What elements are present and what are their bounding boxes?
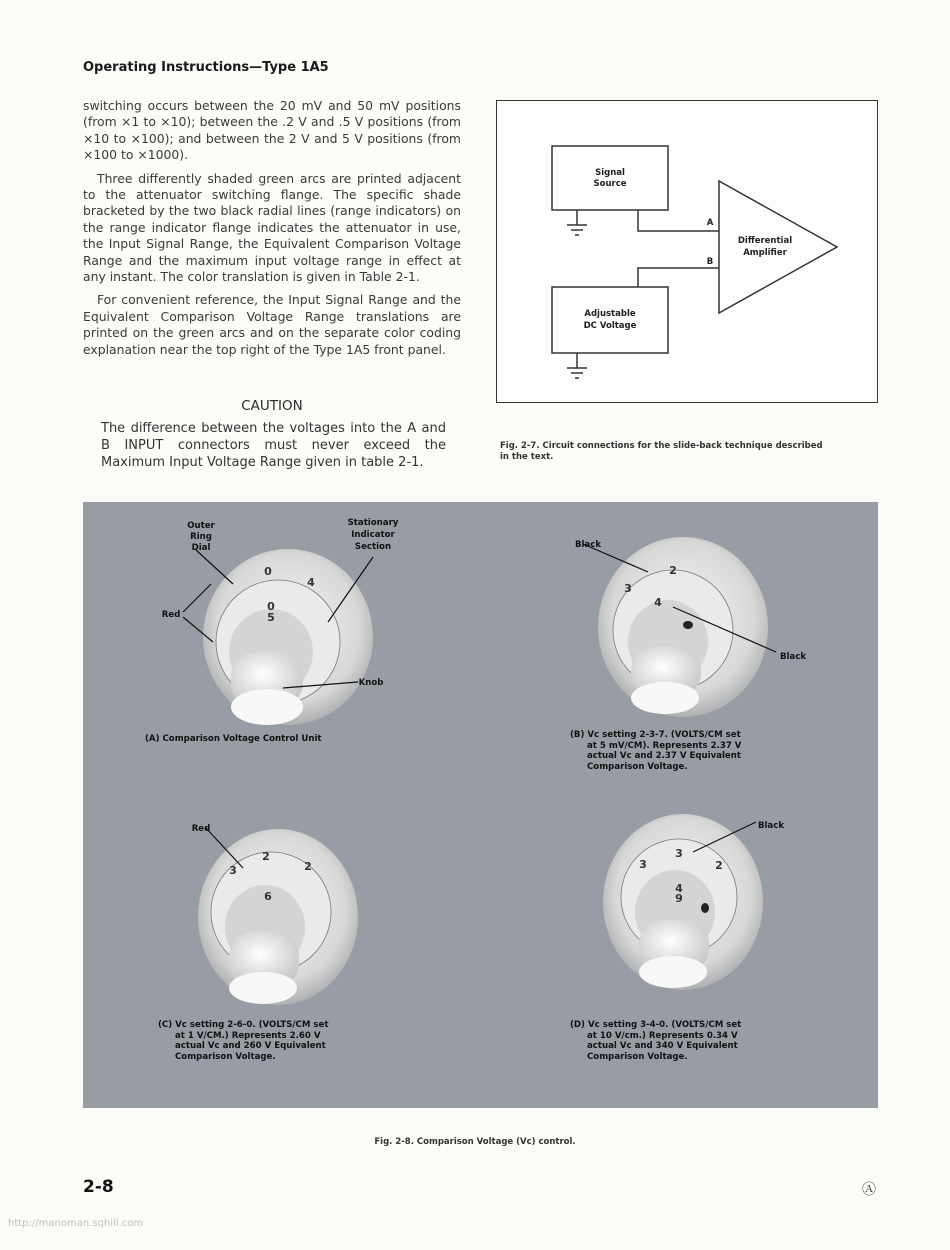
fig28-caption: Fig. 2-8. Comparison Voltage (Vc) control. (374, 1137, 576, 1147)
panel-d-caption: (D) Vc setting 3-4-0. (VOLTS/CM set at 10 V/cm.) Represents 0.34 V actual Vc and 340 V Equivalent Comparison Voltage. (570, 1020, 742, 1062)
svg-text:0: 0 (264, 565, 272, 578)
revision-mark: Ⓐ (862, 1182, 876, 1198)
label-indicator: Indicator (351, 530, 395, 540)
panel-b-caption: (B) Vc setting 2-3-7. (VOLTS/CM set at 5 mV/CM). Represents 2.37 V actual Vc and 2.37 V Equivalent Comparison Voltage. (570, 730, 742, 772)
label-section: Section (354, 542, 392, 552)
dc-voltage-label-2: DC Voltage (583, 321, 637, 331)
label-black-b1: Black (574, 540, 602, 550)
svg-text:2: 2 (715, 859, 723, 872)
panel-a-caption: (A) Comparison Voltage Control Unit (145, 734, 322, 744)
svg-text:2: 2 (669, 564, 677, 577)
label-stationary: Stationary (347, 518, 399, 528)
amplifier-label-2: Amplifier (743, 248, 787, 258)
circuit-diagram (496, 100, 878, 403)
svg-text:4: 4 (675, 882, 683, 895)
paragraph-1: switching occurs between the 20 mV and 50 mV positions (from ×1 to ×10); between the .2 V and .5 V positions (from ×10 to ×100); and between the 2 V and 5 V positions (from ×100 to ×1000). (83, 98, 461, 163)
source-url: http://manoman.sqhill.com (8, 1218, 144, 1229)
label-red-c: Red (191, 824, 211, 834)
dc-voltage-label-1: Adjustable (584, 309, 636, 319)
svg-text:0: 0 (267, 600, 275, 613)
signal-source-label-2: Source (593, 179, 627, 189)
input-a-label: A (706, 218, 714, 228)
svg-text:9: 9 (675, 892, 683, 905)
svg-text:3: 3 (624, 582, 632, 595)
svg-text:2: 2 (262, 850, 270, 863)
label-red-a: Red (161, 610, 181, 620)
caution-title: CAUTION (241, 398, 303, 414)
label-dial: Dial (191, 543, 211, 553)
svg-text:5: 5 (267, 611, 275, 624)
svg-text:3: 3 (675, 847, 683, 860)
amplifier-label-1: Differential (737, 236, 793, 246)
label-black-d: Black (757, 821, 785, 831)
dc-voltage-box (552, 287, 668, 353)
label-outer: Outer (187, 521, 215, 531)
label-knob: Knob (358, 678, 384, 688)
svg-text:2: 2 (304, 860, 312, 873)
knob-photo (83, 502, 878, 1108)
paragraph-3: For convenient reference, the Input Signal Range and the Equivalent Comparison Voltage Range translations are printed on the green arcs and on the separate color coding explanation near the top right of the Type 1A5 front panel. (83, 292, 461, 357)
knob-a (203, 549, 373, 725)
knob-b (598, 537, 768, 717)
page-number: 2-8 (83, 1177, 114, 1197)
signal-source-label-1: Signal (595, 168, 625, 178)
paragraph-2: Three differently shaded green arcs are printed adjacent to the attenuator switching flange. The specific shade bracketed by the two black radial lines (range indicators) on the range indicator flange indicates the attenuator in use, the Input Signal Range, the Equivalent Comparison Voltage Range and the maximum input voltage range in effect at any instant. The color translation is given in Table 2-1. (83, 170, 461, 285)
knob-c (198, 829, 358, 1005)
label-ring: Ring (190, 532, 212, 542)
svg-text:3: 3 (229, 864, 237, 877)
knob-d (603, 814, 763, 990)
svg-text:6: 6 (264, 890, 272, 903)
fig27-caption: Fig. 2-7. Circuit connections for the slide-back technique described in the text. (500, 441, 823, 462)
svg-text:4: 4 (307, 576, 315, 589)
body-text (83, 98, 461, 365)
page-header: Operating Instructions—Type 1A5 (83, 60, 329, 75)
amplifier-triangle (719, 181, 837, 313)
caution-body: The difference between the voltages into the A and B INPUT connectors must never exceed the Maximum Input Voltage Range given in table 2-1. (101, 421, 446, 470)
panel-c-caption: (C) Vc setting 2-6-0. (VOLTS/CM set at 1 V/CM.) Represents 2.60 V actual Vc and 260 V Equivalent Comparison Voltage. (158, 1020, 329, 1062)
input-b-label: B (706, 257, 714, 267)
svg-text:4: 4 (654, 596, 662, 609)
svg-text:3: 3 (639, 858, 647, 871)
label-black-b2: Black (779, 652, 807, 662)
circuit-svg (497, 101, 879, 404)
signal-source-box (552, 146, 668, 210)
knob-photo-svg (83, 502, 878, 1108)
